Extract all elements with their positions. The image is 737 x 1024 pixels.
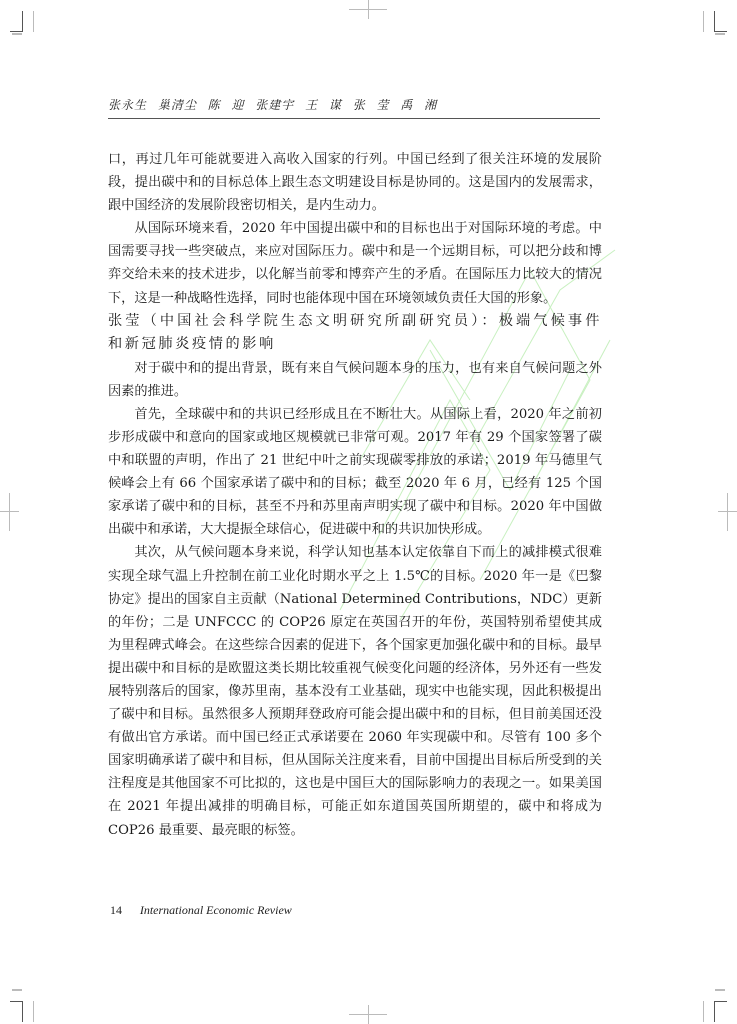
- paragraph-4: 首先，全球碳中和的共识已经形成且在不断壮大。从国际上看，2020 年之前初步形成碳中和意向的国家或地区规模就已非常可观。2017 年有 29 个国家签署了碳中和联盟的声明，作出了 21 世纪中叶之前实现碳零排放的承诺；2019 年马德里气候峰会上有 66 个国家承诺了碳中和的目标；截至 2020 年 6 月，已经有 125 个国家承诺了碳中和的目标，甚至不丹和苏里南声明实现了碳中和目标。2020 年中国做出碳中和承诺，大大提振全球信心，促进碳中和的共识加快形成。: [108, 406, 602, 538]
- crop-mark-bottom-left-v: [22, 1001, 23, 1022]
- crop-mark-bottom-right-h: [714, 1001, 727, 1002]
- crop-mark-top-left-bleed: [33, 11, 34, 32]
- crop-mark-top-right-h: [714, 31, 727, 32]
- crop-mark-top-left-tick: [12, 33, 22, 35]
- registration-mark-top-v: [368, 0, 369, 19]
- registration-mark-left-v: [9, 493, 10, 531]
- author-list: 张永生 巢清尘 陈 迎 张建宇 王 谋 张 莹 禹 湘: [108, 98, 438, 112]
- registration-mark-bottom-v: [368, 1005, 369, 1024]
- crop-mark-bottom-left-tick: [12, 989, 22, 991]
- crop-mark-top-right-v: [714, 11, 715, 32]
- journal-name: International Economic Review: [139, 903, 292, 917]
- article-body: [108, 148, 602, 842]
- crop-mark-top-right-bleed: [703, 11, 704, 32]
- registration-mark-right-v: [727, 493, 728, 531]
- crop-mark-bottom-right-v: [714, 1001, 715, 1022]
- crop-mark-bottom-left-bleed: [33, 1001, 34, 1022]
- crop-mark-top-left-v: [22, 11, 23, 32]
- paragraph-5: 其次，从气候问题本身来说，科学认知也基本认定依靠自下而上的减排模式很难实现全球气温上升控制在前工业化时期水平之上 1.5℃的目标。2020 年一是《巴黎协定》提出的国家自主贡献（National Determined Contributions，NDC）更新的年份；二是 UNFCCC 的 COP26 原定在英国召开的年份，英国特别希望使其成为里程碑式峰会。在这些综合因素的促进下，各个国家更加强化碳中和的目标。最早提出碳中和目标的是欧盟这类长期比较重视气候变化问题的经济体，另外还有一些发展特别落后的国家，像苏里南，基本没有工业基础，现实中也能实现，因此积极提出了碳中和目标。虽然很多人预期拜登政府可能会提出碳中和的目标，但目前美国还没有做出官方承诺。而中国已经正式承诺要在 2060 年实现碳中和。尽管有 100 多个国家明确承诺了碳中和目标，但从国际关注度来看，目前中国提出目标后所受到的关注程度是其他国家不可比拟的，这也是中国巨大的国际影响力的表现之一。如果美国在 2021 年提出减排的明确目标，可能正如东道国英国所期望的，碳中和将成为 COP26 最重要、最亮眼的标签。: [108, 545, 602, 838]
- paragraph-3: 对于碳中和的提出背景，既有来自气候问题本身的压力，也有来自气候问题之外因素的推进。: [108, 360, 602, 399]
- crop-mark-bottom-right-tick: [715, 989, 725, 991]
- paragraph-1: 口，再过几年可能就要进入高收入国家的行列。中国已经到了很关注环境的发展阶段，提出碳中和的目标总体上跟生态文明建设目标是协同的。这是国内的发展需求，跟中国经济的发展阶段密切相关，是内生动力。: [108, 152, 602, 214]
- crop-mark-bottom-right-bleed: [703, 1001, 704, 1022]
- running-header-authors: [108, 96, 600, 119]
- page-footer: [110, 903, 292, 918]
- section-heading: 张莹（中国社会科学院生态文明研究所副研究员）：极端气候事件和新冠肺炎疫情的影响: [108, 312, 602, 353]
- page-number: 14: [110, 903, 122, 917]
- paragraph-2: 从国际环境来看，2020 年中国提出碳中和的目标也出于对国际环境的考虑。中国需要寻找一些突破点，来应对国际压力。碳中和是一个远期目标，可以把分歧和博弈交给未来的技术进步，以化解当前零和博弈产生的矛盾。在国际压力比较大的情况下，这是一种战略性选择，同时也能体现中国在环境领域负责任大国的形象。: [108, 221, 602, 306]
- crop-mark-top-right-tick: [715, 33, 725, 35]
